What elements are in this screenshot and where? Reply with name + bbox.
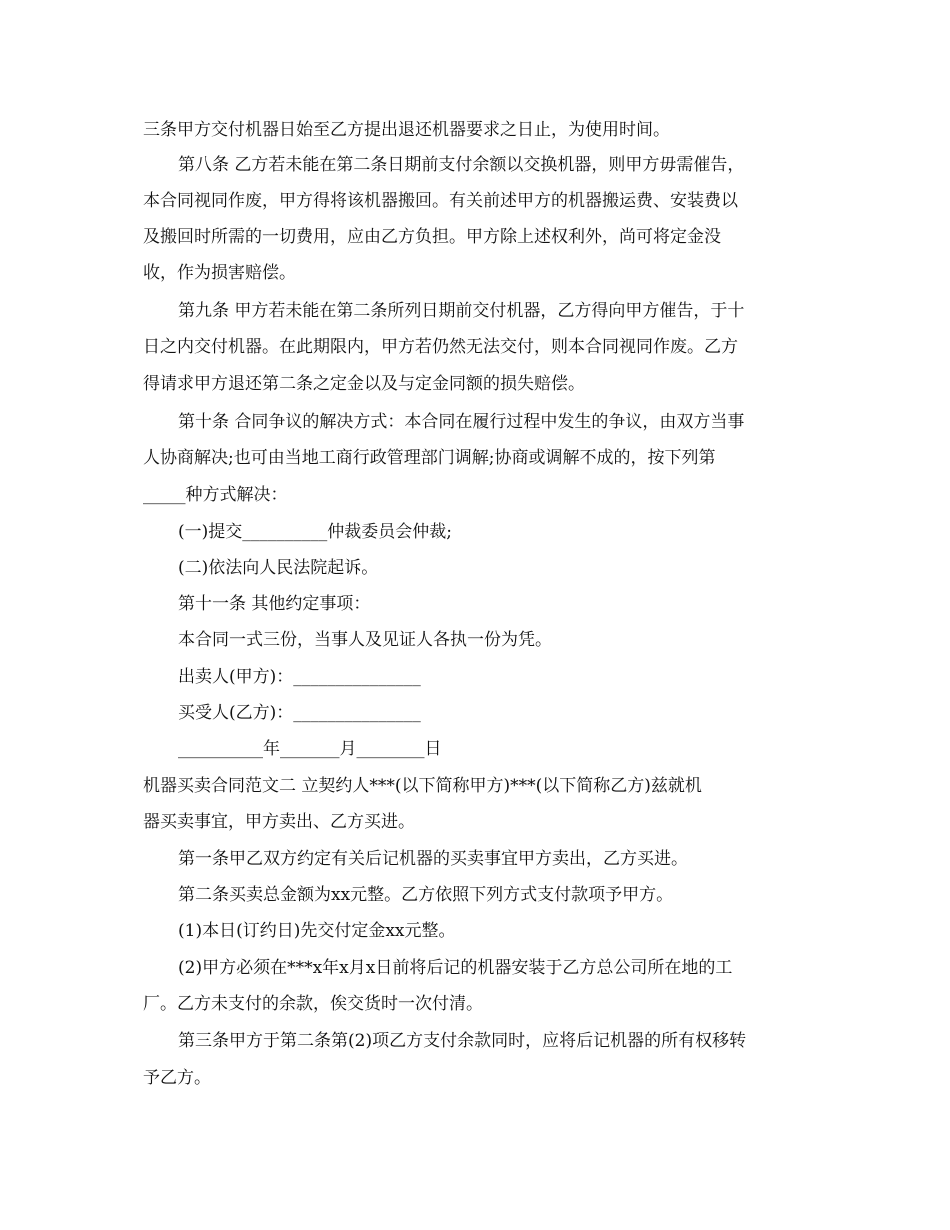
item-2: (2)甲方必须在***x年x月x日前将后记的机器安装于乙方总公司所在地的工 bbox=[178, 958, 733, 978]
text-line: 三条甲方交付机器日始至乙方提出退还机器要求之日止，为使用时间。 bbox=[143, 120, 670, 140]
text-line: 人协商解决;也可由当地工商行政管理部门调解;协商或调解不成的，按下列第 bbox=[143, 448, 716, 468]
paragraph-article-2: 第二条买卖总金额为xx元整。乙方依照下列方式支付款项予甲方。 bbox=[178, 885, 674, 905]
seller-signature-line: 出卖人(甲方)：_______________ bbox=[178, 667, 421, 687]
date-line: __________年_______月________日 bbox=[178, 739, 442, 759]
text-line: 本合同视同作废，甲方得将该机器搬回。有关前述甲方的机器搬运费、安装费以 bbox=[143, 191, 738, 211]
text-line: 本合同一式三份，当事人及见证人各执一份为凭。 bbox=[178, 630, 552, 650]
option-arbitration: (一)提交__________仲裁委员会仲裁; bbox=[178, 522, 452, 542]
item-1: (1)本日(订约日)先交付定金xx元整。 bbox=[178, 921, 456, 941]
paragraph-article-8: 第八条 乙方若未能在第二条日期前支付余额以交换机器，则甲方毋需催告， bbox=[178, 155, 745, 175]
text-line: 得请求甲方退还第二条之定金以及与定金同额的损失赔偿。 bbox=[143, 374, 585, 394]
paragraph-article-10: 第十条 合同争议的解决方式：本合同在履行过程中发生的争议，由双方当事 bbox=[178, 412, 745, 432]
text-line: 日之内交付机器。在此期限内，甲方若仍然无法交付，则本合同视同作废。乙方 bbox=[143, 337, 738, 357]
paragraph-article-9: 第九条 甲方若未能在第二条所列日期前交付机器，乙方得向甲方催告，于十 bbox=[178, 301, 745, 321]
text-line: 器买卖事宜，甲方卖出、乙方买进。 bbox=[143, 812, 415, 832]
sample-two-heading-line: 机器买卖合同范文二 立契约人***(以下简称甲方)***(以下简称乙方)兹就机 bbox=[143, 776, 702, 796]
text-line: 及搬回时所需的一切费用，应由乙方负担。甲方除上述权利外，尚可将定金没 bbox=[143, 227, 721, 247]
paragraph-article-1: 第一条甲乙双方约定有关后记机器的买卖事宜甲方卖出，乙方买进。 bbox=[178, 849, 688, 869]
paragraph-article-3: 第三条甲方于第二条第(2)项乙方支付余款同时，应将后记机器的所有权移转 bbox=[178, 1031, 747, 1051]
paragraph-article-11: 第十一条 其他约定事项： bbox=[178, 594, 371, 614]
text-line: 予乙方。 bbox=[143, 1068, 211, 1088]
option-court: (二)依法向人民法院起诉。 bbox=[178, 558, 379, 578]
text-line: _____种方式解决： bbox=[143, 485, 288, 505]
buyer-signature-line: 买受人(乙方)：_______________ bbox=[178, 703, 421, 723]
text-line: 厂。乙方未支付的余款，俟交货时一次付清。 bbox=[143, 994, 483, 1014]
text-line: 收，作为损害赔偿。 bbox=[143, 263, 296, 283]
